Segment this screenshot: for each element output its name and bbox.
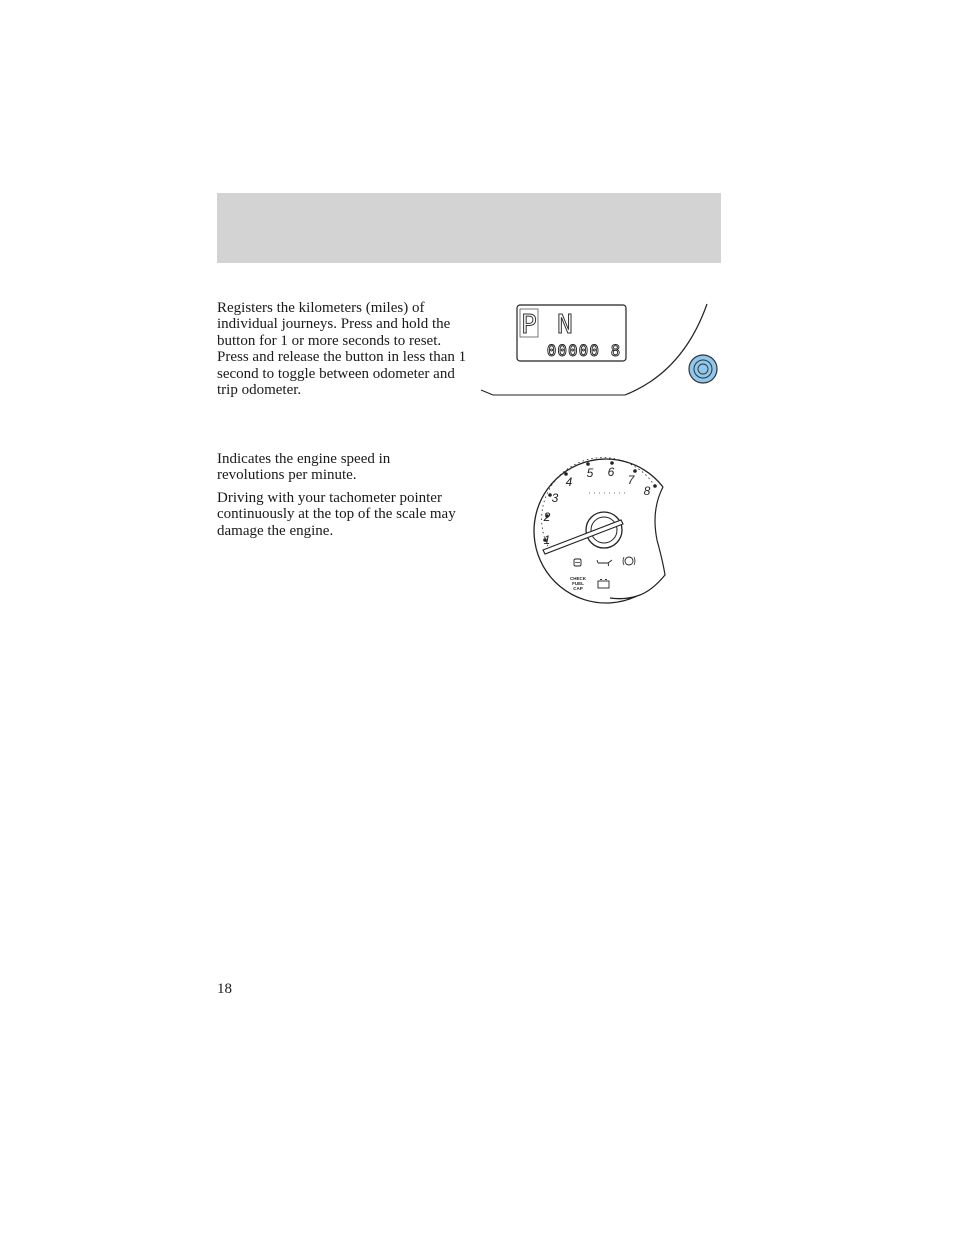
tachometer-warning: Driving with your tachometer pointer continuously at the top of the scale may damage the engine.: [217, 490, 456, 539]
scale-label-5: 5: [586, 466, 594, 480]
odometer-reading: 00000 8: [546, 341, 622, 360]
check-engine-icon: [574, 559, 581, 566]
gear-next-letter: N: [557, 310, 573, 340]
check-fuel-cap-label-line1: CHECK: [569, 576, 587, 581]
oil-pressure-icon: [597, 560, 612, 566]
check-fuel-cap-label-line3: CAP: [573, 586, 583, 591]
tachometer-description: Indicates the engine speed in revolutions per minute.: [217, 451, 391, 484]
scale-label-2: 2: [543, 510, 551, 524]
check-fuel-cap-label-line2: FUEL: [572, 581, 584, 586]
scale-label-7: 7: [627, 473, 635, 487]
brake-warning-icon: [623, 557, 635, 565]
gear-selected-letter: P: [521, 310, 537, 340]
scale-label-3: 3: [551, 491, 559, 505]
scale-label-6: 6: [607, 465, 615, 479]
trip-odometer-description: Registers the kilometers (miles) of individual journeys. Press and hold the button for 1 or more seconds to reset. Press and release the button in less than 1 second to toggle between odometer and trip odometer.: [217, 300, 467, 399]
page-number: 18: [217, 981, 232, 997]
tachometer-illustration: [525, 450, 670, 600]
battery-icon: [598, 580, 609, 589]
scale-label-8: 8: [643, 484, 651, 498]
scale-label-1: 1: [543, 533, 551, 547]
trip-reset-button[interactable]: [689, 355, 717, 383]
scale-label-4: 4: [565, 475, 573, 489]
section-header-band: [217, 193, 721, 263]
odometer-illustration: [478, 300, 728, 400]
